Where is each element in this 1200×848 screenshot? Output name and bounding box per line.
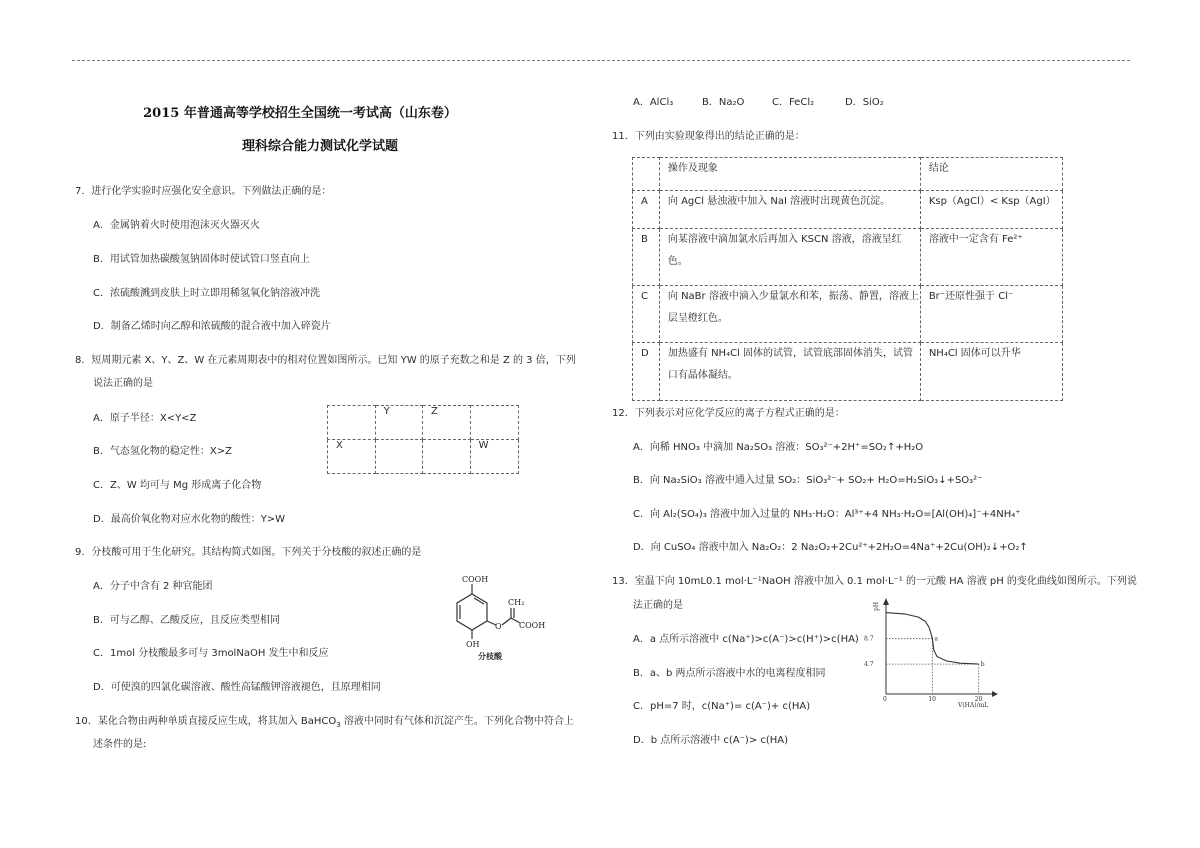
row-label: A xyxy=(633,191,660,229)
q8-option-b: B．气态氢化物的稳定性：X>Z xyxy=(93,446,232,457)
y-tick-label: 4.7 xyxy=(864,661,874,669)
q10-option-a: A．AlCl₃ xyxy=(633,97,674,108)
table-cell xyxy=(423,440,471,474)
ch2-label: CH₂ xyxy=(508,598,525,607)
page-subtitle: 理科综合能力测试化学试题 xyxy=(241,139,398,154)
q7-option-a: A．金属钠着火时使用泡沫灭火器灭火 xyxy=(93,220,260,231)
q10-option-b: B．Na₂O xyxy=(702,97,745,108)
table-cell xyxy=(328,406,376,440)
structure-caption: 分枝酸 xyxy=(478,652,502,660)
table-row xyxy=(328,406,519,440)
q10-stem-sub: 3 xyxy=(336,721,341,729)
row-conclusion: Br⁻还原性强于 Cl⁻ xyxy=(920,286,1062,343)
table-row xyxy=(633,191,1063,229)
table-header: 操作及现象 xyxy=(659,158,920,191)
table-cell: X xyxy=(328,440,376,474)
periodic-position-table xyxy=(327,405,519,474)
q7-option-d: D．制备乙烯时向乙醇和浓硫酸的混合液中加入碎瓷片 xyxy=(93,321,331,332)
row-conclusion: Ksp（AgCl）< Ksp（AgI） xyxy=(920,191,1062,229)
x-tick-label: 0 xyxy=(883,696,887,703)
q13-option-b: B．a、b 两点所示溶液中水的电离程度相同 xyxy=(633,668,826,679)
row-label: C xyxy=(633,286,660,343)
chorismic-acid-structure xyxy=(440,570,550,660)
row-operation: 向 AgCl 悬浊液中加入 NaI 溶液时出现黄色沉淀。 xyxy=(659,191,920,229)
q9-option-b: B．可与乙醇、乙酸反应，且反应类型相同 xyxy=(93,615,280,626)
y-tick-label: 8.7 xyxy=(864,635,874,643)
ph-titration-chart xyxy=(860,597,1010,717)
q10-stem-part1: 10．某化合物由两种单质直接反应生成，将其加入 BaHCO xyxy=(75,716,337,727)
q12-option-b: B．向 Na₂SiO₃ 溶液中通入过量 SO₂：SiO₃²⁻+ SO₂+ H₂O=H₂SiO₃↓+SO₃²⁻ xyxy=(633,475,983,486)
y-axis-arrow-icon xyxy=(883,598,889,605)
q10-stem-part2: 溶液中同时有气体和沉淀产生。下列化合物中符合上 xyxy=(340,716,574,727)
row-operation: 向某溶液中滴加氯水后再加入 KSCN 溶液，溶液呈红色。 xyxy=(659,229,920,286)
q9-option-c: C．1mol 分枝酸最多可与 3molNaOH 发生中和反应 xyxy=(93,648,329,659)
x-tick-label: 20 xyxy=(974,696,983,703)
table-header-row xyxy=(633,158,1063,191)
q8-stem: 8．短周期元素 X、Y、Z、W 在元素周期表中的相对位置如图所示。已知 YW 的原子充数之和是 Z 的 3 倍，下列 xyxy=(75,355,576,366)
q9-option-d: D．可使溴的四氯化碳溶液、酸性高锰酸钾溶液褪色，且原理相同 xyxy=(93,682,381,693)
q8-option-d: D．最高价氧化物对应水化物的酸性：Y>W xyxy=(93,514,286,525)
q7-stem: 7．进行化学实验时应强化安全意识。下列做法正确的是： xyxy=(75,186,332,197)
q10-option-c: C．FeCl₂ xyxy=(772,97,815,108)
row-operation: 加热盛有 NH₄Cl 固体的试管，试管底部固体消失，试管口有晶体凝结。 xyxy=(659,343,920,401)
q7-option-c: C．浓硫酸溅到皮肤上时立即用稀氢氧化钠溶液冲洗 xyxy=(93,288,320,299)
table-cell xyxy=(470,406,518,440)
q8-option-a: A．原子半径：X<Y<Z xyxy=(93,413,197,424)
q13-option-d: D．b 点所示溶液中 c(A⁻)> c(HA) xyxy=(633,735,789,746)
cooh-right-label: COOH xyxy=(519,621,546,630)
point-label: b xyxy=(980,661,985,669)
table-row xyxy=(633,286,1063,343)
row-label: B xyxy=(633,229,660,286)
q10-stem xyxy=(75,716,574,728)
q10-option-d: D．SiO₂ xyxy=(845,97,884,108)
table-row xyxy=(328,440,519,474)
q11-stem: 11．下列由实验现象得出的结论正确的是： xyxy=(612,131,805,142)
row-operation: 向 NaBr 溶液中滴入少量氯水和苯，振荡、静置，溶液上层呈橙红色。 xyxy=(659,286,920,343)
q12-option-a: A．向稀 HNO₃ 中滴加 Na₂SO₃ 溶液：SO₃²⁻+2H⁺=SO₂↑+H₂O xyxy=(633,442,924,453)
table-cell xyxy=(375,440,422,474)
header-rule xyxy=(72,60,1130,61)
q8-option-c: C．Z、W 均可与 Mg 形成离子化合物 xyxy=(93,480,262,491)
q8-stem-cont: 说法正确的是 xyxy=(93,378,153,389)
cooh-top-label: COOH xyxy=(462,575,489,584)
q13-option-c: C．pH=7 时，c(Na⁺)= c(A⁻)+ c(HA) xyxy=(633,701,811,712)
q12-stem: 12．下列表示对应化学反应的离子方程式正确的是： xyxy=(612,408,845,419)
table-cell: Y xyxy=(375,406,422,440)
q12-option-d: D．向 CuSO₄ 溶液中加入 Na₂O₂：2 Na₂O₂+2Cu²⁺+2H₂O=4Na⁺+2Cu(OH)₂↓+O₂↑ xyxy=(633,542,1028,553)
page-title: 2015 年普通高等学校招生全国统一考试高（山东卷） xyxy=(143,106,457,121)
experiment-table xyxy=(632,157,1063,401)
q13-option-a: A．a 点所示溶液中 c(Na⁺)>c(A⁻)>c(H⁺)>c(HA) xyxy=(633,634,859,645)
y-axis-label: pH xyxy=(873,601,880,611)
q10-stem-cont: 述条件的是: xyxy=(93,739,147,750)
table-row xyxy=(633,229,1063,286)
q7-option-b: B．用试管加热碳酸氢钠固体时使试管口竖直向上 xyxy=(93,254,310,265)
row-label: D xyxy=(633,343,660,401)
x-axis-label: V(HA)/mL xyxy=(958,702,989,709)
x-axis-arrow-icon xyxy=(992,691,998,697)
table-header xyxy=(633,158,660,191)
q9-stem: 9．分枝酸可用于生化研究。其结构简式如图。下列关于分枝酸的叙述正确的是 xyxy=(75,547,422,558)
q13-stem-cont: 法正确的是 xyxy=(633,600,683,611)
oh-label: OH xyxy=(466,640,480,649)
q12-option-c: C．向 Al₂(SO₄)₃ 溶液中加入过量的 NH₃·H₂O：Al³⁺+4 NH₃·H₂O=[Al(OH)₄]⁻+4NH₄⁺ xyxy=(633,509,1021,520)
row-conclusion: 溶液中一定含有 Fe²⁺ xyxy=(920,229,1062,286)
oxygen-label: O xyxy=(495,622,502,631)
ph-curve xyxy=(886,613,979,665)
table-cell: Z xyxy=(423,406,471,440)
row-conclusion: NH₄Cl 固体可以升华 xyxy=(920,343,1062,401)
q13-stem: 13．室温下向 10mL0.1 mol·L⁻¹NaOH 溶液中加入 0.1 mol·L⁻¹ 的一元酸 HA 溶液 pH 的变化曲线如图所示。下列说 xyxy=(612,576,1137,587)
table-header: 结论 xyxy=(920,158,1062,191)
table-row xyxy=(633,343,1063,401)
table-cell: W xyxy=(470,440,518,474)
q9-option-a: A．分子中含有 2 种官能团 xyxy=(93,581,213,592)
x-tick-label: 10 xyxy=(928,696,937,703)
point-label: a xyxy=(934,635,938,643)
